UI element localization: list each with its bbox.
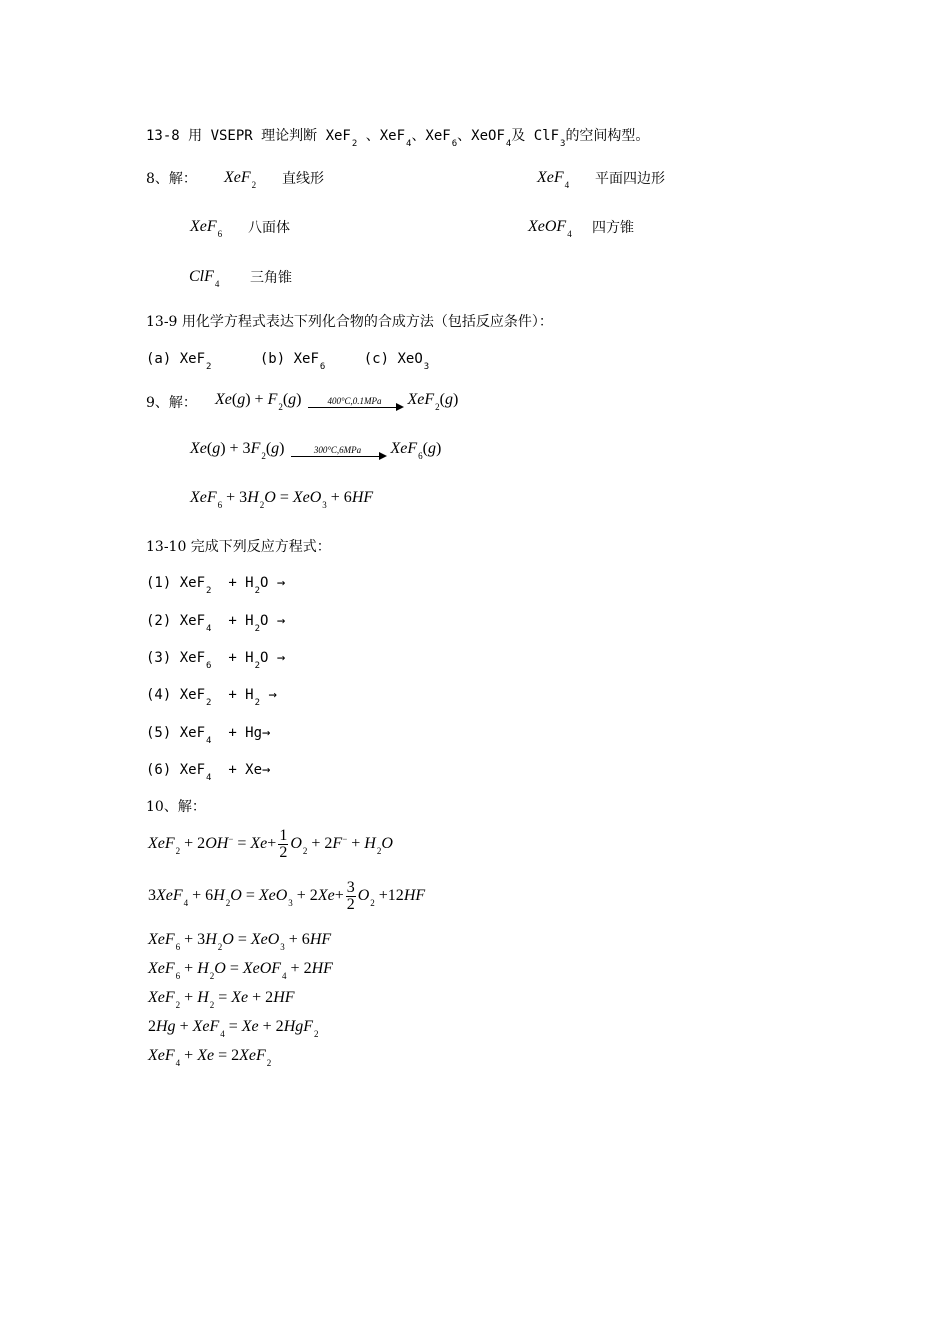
formula-xef2: XeF$_2$ <box>224 169 257 190</box>
shape-xef2: 直线形 <box>282 171 324 187</box>
equation-9-3: $XeF_6 + 3H_2O = XeO_3 + 6HF$ <box>190 489 374 510</box>
formula-xeof4: XeOF$_4$ <box>528 218 572 239</box>
equation-10-6: 2Hg + XeF$_4$ = Xe + 2HgF$_2$ <box>148 1018 319 1039</box>
answer-10-head: 10、解： <box>146 799 206 815</box>
formula-clf4: ClF$_4$ <box>189 268 220 289</box>
shape-xeof4: 四方锥 <box>592 220 634 236</box>
equation-9-2: $Xe(g) + 3F_2(g)$ 300°C,6MPa XeF$_6$(g) <box>190 440 442 461</box>
question-13-9: 13-9 用化学方程式表达下列化合物的合成方法（包括反应条件）： <box>146 314 553 330</box>
question-13-10-item: (4) $XeF_2 + H_2$ → <box>146 687 277 708</box>
question-13-8: 13-8 用 VSEPR 理论判断 XeF$_2$ 、XeF$_4$、XeF$_6$、XeOF$_4$及 ClF$_3$的空间构型。 <box>146 128 650 149</box>
shape-xef6: 八面体 <box>248 220 290 236</box>
question-13-9-parts: (a) XeF$_2$ (b) XeF$_6$ (c) XeO$_3$ <box>146 351 430 372</box>
answer-8-head: 8、解： <box>146 171 197 187</box>
formula-xef6: XeF$_6$ <box>190 218 223 239</box>
equation-10-3: $XeF_6 + 3H_2O = XeO_3 + 6HF$ <box>148 931 332 952</box>
shape-clf4: 三角锥 <box>250 270 292 286</box>
answer-9-head: 9、解： <box>146 395 197 411</box>
equation-10-4: $XeF_6 + H_2O$ = XeOF$_4$ + 2HF <box>148 960 333 981</box>
reaction-arrow-1: 400°C,0.1MPa <box>308 396 402 408</box>
question-13-10-item: (5) XeF$_4$ + Hg→ <box>146 725 271 746</box>
equation-9-1: $Xe(g) + F_2(g)$ 400°C,0.1MPa XeF$_2$(g) <box>215 391 459 412</box>
formula-xef4: XeF$_4$ <box>537 169 570 190</box>
equation-10-2: $3XeF_4 + 6H_2O = XeO_3 + 2Xe+$ $\frac{3}{2}$ $O_2 +12HF$ <box>148 879 426 913</box>
question-13-10-item: (3) $XeF_6 + H_2O$ → <box>146 650 286 671</box>
equation-10-5: $XeF_2 + H_2 = Xe + 2HF$ <box>148 989 295 1010</box>
question-13-10: 13-10 完成下列反应方程式： <box>146 539 331 555</box>
question-13-10-item: (2) $XeF_4 + H_2O$ → <box>146 613 286 634</box>
equation-10-7: XeF$_4$ + Xe = 2XeF$_2$ <box>148 1047 272 1068</box>
reaction-arrow-2: 300°C,6MPa <box>291 445 385 457</box>
shape-xef4: 平面四边形 <box>595 171 665 187</box>
question-13-10-item: (6) XeF$_4$ + Xe→ <box>146 762 271 783</box>
equation-10-1: XeF$_2$ + 2OH− = Xe+ $\frac{1}{2}$ $O_2 + 2F^- + H_2O$ <box>148 827 393 861</box>
question-13-10-item: (1) $XeF_2 + H_2O$ → <box>146 575 286 596</box>
